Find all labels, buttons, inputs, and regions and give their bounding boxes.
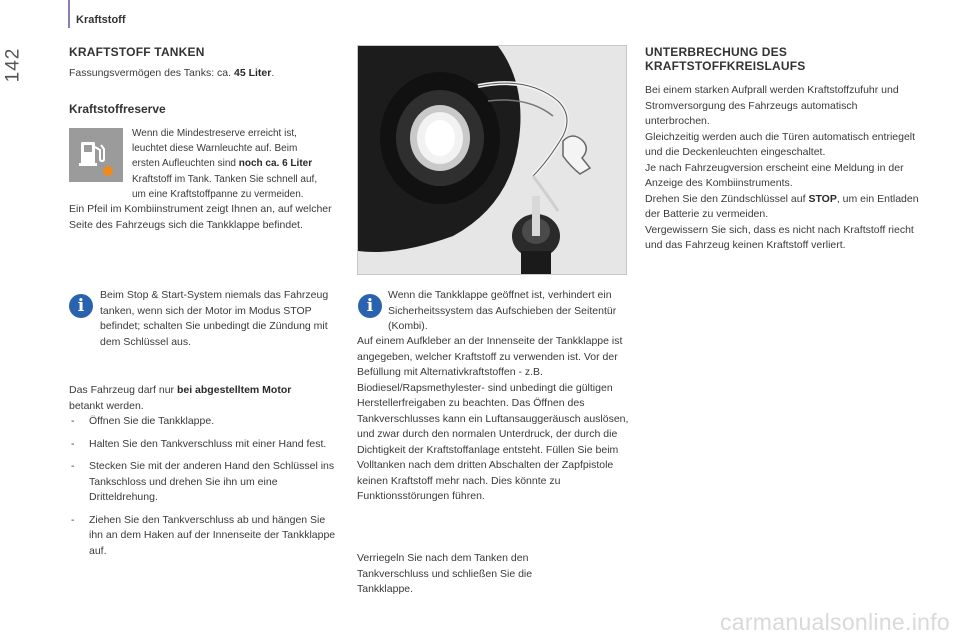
cutoff-para-1: Bei einem starken Aufprall werden Kraftstoffzufuhr und Stromversorgung des Fahrzeugs automatisch unterbrochen. [645, 84, 899, 127]
refuel-condition: Das Fahrzeug darf nur bei abgestelltem Motor betankt werden. [69, 384, 292, 412]
cutoff-para-5: Vergewissern Sie sich, dass es nicht nach Kraftstoff riecht und das Fahrzeug keinen Kraftstoff verliert. [645, 223, 914, 251]
info-icon: i [358, 294, 382, 318]
cutoff-para-4: Drehen Sie den Zündschlüssel auf STOP, um ein Entladen der Batterie zu vermeiden. [645, 192, 919, 220]
page-accent-bar [68, 0, 70, 28]
left-column [69, 45, 344, 116]
cutoff-para-2: Gleichzeitig werden auch die Türen automatisch entriegelt und die Deckenleuchten eingeschaltet. [645, 130, 916, 158]
sliding-door-note: Wenn die Tankklappe geöffnet ist, verhindert ein Sicherheitssystem das Aufschieben der Seitentür (Kombi). [388, 289, 617, 332]
reserve-heading: Kraftstoffreserve [69, 101, 166, 116]
tank-capacity: Fassungsvermögen des Tanks: ca. 45 Liter. [69, 67, 275, 79]
refuel-steps [69, 414, 341, 566]
fuel-cap-photo [357, 45, 627, 275]
reserve-description: Wenn die Mindestreserve erreicht ist, leuchtet diese Warnleuchte auf. Beim ersten Aufleuchten sind noch ca. 6 Liter Kraftstoff im Tank. Tanken Sie schnell auf, um eine Kraftstoffpanne zu vermeiden. [132, 128, 318, 200]
fuel-filler-illustration [358, 46, 626, 274]
stop-start-note: Beim Stop & Start-System niemals das Fahrzeug tanken, wenn sich der Motor im Modus STOP befindet; schalten Sie unbedingt die Zündung mit dem Schlüssel aus. [100, 289, 329, 348]
arrow-hint: Ein Pfeil im Kombiinstrument zeigt Ihnen an, auf welcher Seite des Fahrzeugs sich die Tankklappe befindet. [69, 203, 332, 231]
watermark: carmanualsonline.info [719, 609, 950, 635]
fuel-pump-icon [69, 128, 123, 182]
cutoff-para-3: Je nach Fahrzeugversion erscheint eine Meldung in der Anzeige des Kombiinstruments. [645, 161, 904, 189]
section-label: Kraftstoff [76, 14, 126, 26]
list-item: - Öffnen Sie die Tankklappe. [69, 414, 341, 430]
right-column [645, 45, 920, 254]
list-item: - Halten Sie den Tankverschluss mit einer Hand fest. [69, 437, 341, 453]
fuel-warning-lamp [69, 128, 123, 182]
cutoff-heading-line2: KRAFTSTOFFKREISLAUFS [645, 59, 806, 73]
refuel-heading: KRAFTSTOFF TANKEN [69, 45, 205, 59]
info-icon: i [69, 294, 93, 318]
cutoff-heading-line1: UNTERBRECHUNG DES [645, 45, 788, 59]
page-number: 142 [2, 47, 24, 83]
fuel-info-body: Auf einem Aufkleber an der Innenseite der Tankklappe ist angegeben, welcher Kraftstoff zu verwenden ist. Vor der Befüllung mit Alternativkraftstoffen - z.B. Biodiesel/Rapsmethylester- sind unbedingt die gültigen Herstellerfreigaben zu beachten. Das Öffnen des Tankverschlusses kann ein Luftansauggeräusch auslösen, und zwar durch den normalen Unterdruck, der durch die Dichtigkeit der Kraftstoffanlage entsteht. Füllen Sie beim Volltanken nach dem dritten Abschalten der Zapfpistole keinen Kraftstoff mehr nach. Dies könnte zu Funktionsstörungen führen. [357, 335, 629, 502]
list-item: - Ziehen Sie den Tankverschluss ab und hängen Sie ihn an dem Haken auf der Innenseite der Tankklappe auf. [69, 513, 341, 560]
list-item: - Stecken Sie mit der anderen Hand den Schlüssel ins Tankschloss und drehen Sie ihn um eine Dritteldrehung. [69, 459, 341, 506]
closing-instruction: Verriegeln Sie nach dem Tanken den Tankverschluss und schließen Sie die Tankklappe. [357, 552, 533, 595]
